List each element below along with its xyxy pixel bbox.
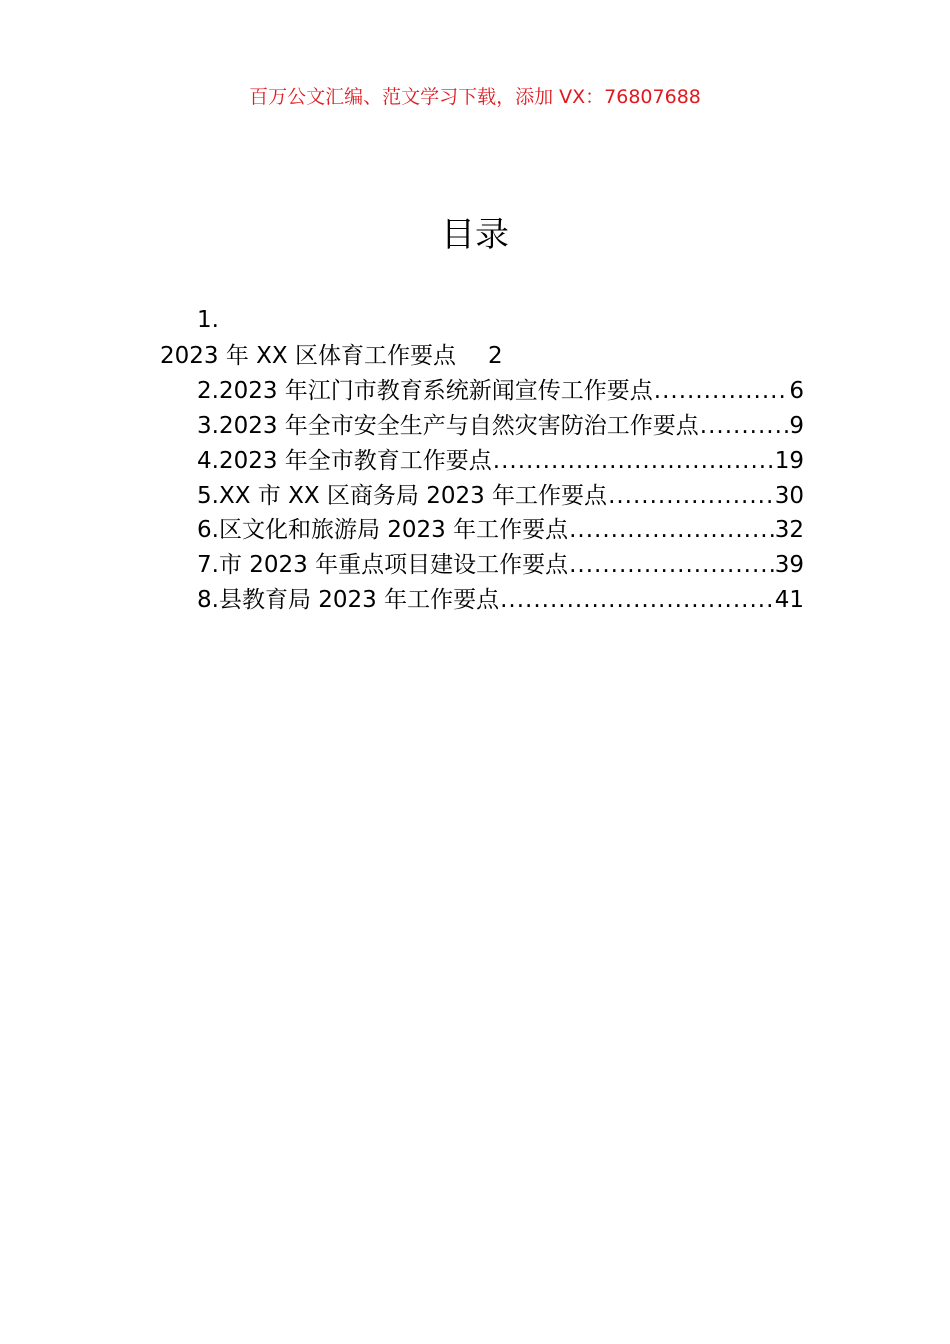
toc-entry-page: 19 [774, 448, 804, 474]
toc-entry-title: 4.2023 年全市教育工作要点 [197, 448, 492, 474]
toc-entry-page: 2 [487, 343, 503, 369]
toc-entry-title: 7.市 2023 年重点项目建设工作要点 [197, 552, 569, 578]
toc-dot-leader [569, 513, 774, 547]
toc-dot-leader [700, 409, 789, 443]
header-notice: 百万公文汇编、范文学习下载，添加 VX：76807688 [249, 86, 701, 108]
toc-dot-leader [493, 444, 774, 478]
toc-entry-title: 8.县教育局 2023 年工作要点 [197, 587, 500, 613]
toc-dot-leader [500, 583, 774, 617]
toc-dot-leader [569, 548, 774, 582]
toc-entry-title: 5.XX 市 XX 区商务局 2023 年工作要点 [197, 483, 608, 509]
toc-entry-title: 3.2023 年全市安全生产与自然灾害防治工作要点 [197, 413, 699, 439]
toc-entry-title: 2.2023 年江门市教育系统新闻宣传工作要点 [197, 378, 653, 404]
toc-entry-page: 6 [789, 378, 804, 404]
toc-entry-title: 6.区文化和旅游局 2023 年工作要点 [197, 517, 569, 543]
toc-entry-page: 30 [774, 483, 804, 509]
toc-entry-1[interactable] [160, 339, 503, 373]
toc-entry-1-number: 1. [197, 307, 219, 333]
toc-dot-leader [654, 374, 789, 408]
toc-entry-5[interactable] [197, 479, 804, 513]
toc-entry-3[interactable] [197, 409, 804, 443]
toc-entry-page: 39 [774, 552, 804, 578]
toc-entry-page: 41 [774, 587, 804, 613]
toc-entry-title: 2023 年 XX 区体育工作要点 [160, 343, 456, 369]
toc-entry-8[interactable] [197, 583, 804, 617]
toc-entry-2[interactable] [197, 374, 804, 408]
page-title: 目录 [441, 215, 509, 255]
toc-entry-page: 32 [774, 517, 804, 543]
toc-entry-7[interactable] [197, 548, 804, 582]
toc-entry-page: 9 [789, 413, 804, 439]
toc-dot-leader [608, 479, 774, 513]
toc-entry-4[interactable] [197, 444, 804, 478]
toc-entry-6[interactable] [197, 513, 804, 547]
